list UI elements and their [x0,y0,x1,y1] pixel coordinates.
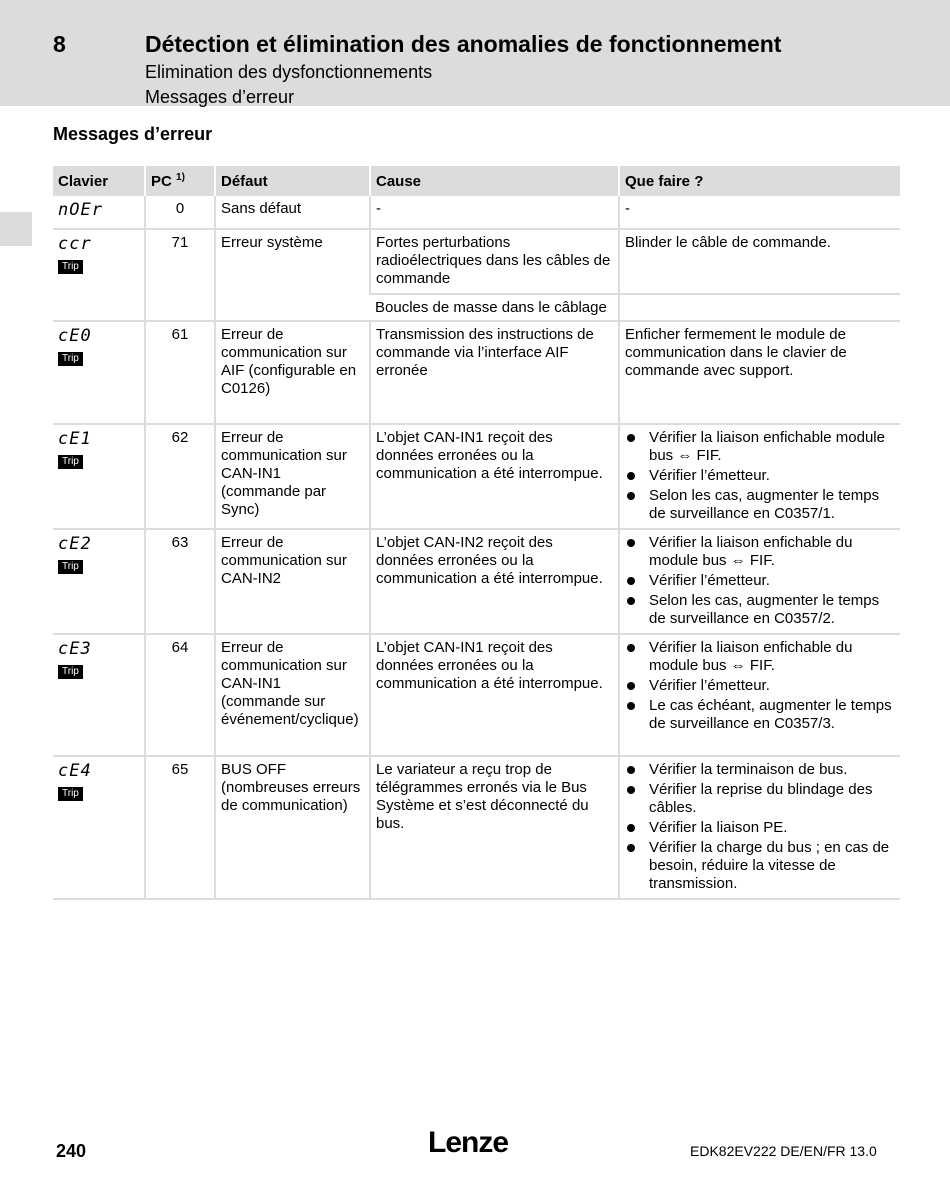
bullet-icon [627,597,635,605]
action-list [625,429,895,523]
action-text: Vérifier la liaison PE. [649,819,788,836]
list-item [625,467,895,485]
trip-badge: Trip [58,560,83,574]
bullet-icon [627,682,635,690]
action-text: Vérifier l’émetteur. [649,572,770,589]
list-item [625,819,895,837]
cause-cell: Le variateur a reçu trop de télégrammes erronés via le Bus Système et s’est déconnecté du bus. [370,756,619,899]
cause-cell: Fortes perturbations radioélectriques dans les câbles de commande [370,229,619,294]
error-messages-table [53,166,900,900]
action-text: Selon les cas, augmenter le temps de surveillance en C0357/2. [649,592,880,627]
cause-cell: L’objet CAN-IN1 reçoit des données erronées ou la communication a été interrompue. [370,634,619,756]
clavier-cell [53,756,145,899]
keypad-code: cE2 [58,534,92,554]
trip-badge: Trip [58,787,83,801]
list-item [625,697,895,733]
col-header-cause: Cause [370,166,619,196]
bullet-icon [627,434,635,442]
chapter-header [0,0,950,106]
keypad-code: cE4 [58,761,92,781]
table-row [53,196,900,229]
table-row [53,756,900,899]
action-text: Vérifier la reprise du blindage des câbles. [649,781,873,816]
action-cell-empty [619,294,900,321]
action-text: Vérifier l’émetteur. [649,467,770,484]
lenze-logo: Lenze [428,1126,509,1159]
action-text: Le cas échéant, augmenter le temps de surveillance en C0357/3. [649,697,892,732]
pc-cell: 62 [145,424,215,529]
footnote-ref: 1) [176,172,185,183]
col-header-clavier: Clavier [53,166,145,196]
bullet-icon [627,577,635,585]
action-cell [619,634,900,756]
action-text: Vérifier la terminaison de bus. [649,761,848,778]
table-row [53,229,900,294]
bullet-icon [627,492,635,500]
list-item [625,781,895,817]
bullet-icon [627,786,635,794]
defaut-cell: Erreur système [215,229,370,321]
action-text: Vérifier la liaison enfichable du module bus ⇔ FIF. [649,639,853,674]
table-header-row [53,166,900,196]
action-cell: - [619,196,900,229]
table-row [53,424,900,529]
keypad-code: cE0 [58,326,92,346]
page-number: 240 [56,1141,87,1161]
list-item [625,572,895,590]
col-header-action: Que faire ? [619,166,900,196]
list-item [625,487,895,523]
clavier-cell [53,529,145,634]
defaut-cell: BUS OFF (nombreuses erreurs de communication) [215,756,370,899]
section-title: Messages d’erreur [53,124,213,144]
pc-cell: 61 [145,321,215,424]
keypad-code: nOEr [58,200,103,220]
clavier-cell [53,424,145,529]
trip-badge: Trip [58,352,83,366]
defaut-cell: Erreur de communication sur CAN-IN1 (commande sur événement/cyclique) [215,634,370,756]
defaut-cell: Erreur de communication sur AIF (configurable en C0126) [215,321,370,424]
trip-badge: Trip [58,260,83,274]
action-cell: Enficher fermement le module de communication dans le clavier de commande avec support. [619,321,900,424]
action-text: Vérifier la liaison enfichable module bus ⇔ FIF. [649,429,885,464]
action-cell [619,756,900,899]
pc-cell: 0 [145,196,215,229]
action-list [625,639,895,733]
list-item [625,839,895,893]
pc-label: PC [151,173,172,190]
action-list [625,534,895,628]
clavier-cell [53,196,145,229]
table-row [53,321,900,424]
chapter-subsubtitle: Messages d’erreur [145,87,295,107]
pc-cell: 63 [145,529,215,634]
chapter-number: 8 [53,31,66,57]
clavier-cell [53,634,145,756]
action-text: Vérifier la charge du bus ; en cas de besoin, réduire la vitesse de transmission. [649,839,890,892]
document-reference: EDK82EV222 DE/EN/FR 13.0 [690,1143,877,1159]
bullet-icon [627,766,635,774]
action-text: Vérifier la liaison enfichable du module bus ⇔ FIF. [649,534,853,569]
col-header-pc [145,166,215,196]
table-row [53,529,900,634]
defaut-cell: Erreur de communication sur CAN-IN1 (commande par Sync) [215,424,370,529]
keypad-code: cE3 [58,639,92,659]
table-row [53,634,900,756]
action-cell: Blinder le câble de commande. [619,229,900,294]
cause-cell: Boucles de masse dans le câblage [370,294,619,321]
bullet-icon [627,844,635,852]
bullet-icon [627,539,635,547]
chapter-subtitle: Elimination des dysfonctionnements [145,62,433,82]
pc-cell: 65 [145,756,215,899]
action-cell [619,529,900,634]
clavier-cell [53,321,145,424]
cause-cell: Transmission des instructions de commande via l’interface AIF erronée [370,321,619,424]
list-item [625,761,895,779]
list-item [625,677,895,695]
keypad-code: ccr [58,234,92,254]
defaut-cell: Sans défaut [215,196,370,229]
col-header-defaut: Défaut [215,166,370,196]
keypad-code: cE1 [58,429,92,449]
pc-cell: 71 [145,229,215,321]
side-tab-marker [0,212,32,246]
clavier-cell [53,229,145,321]
trip-badge: Trip [58,665,83,679]
action-text: Vérifier l’émetteur. [649,677,770,694]
bullet-icon [627,644,635,652]
action-text: Selon les cas, augmenter le temps de surveillance en C0357/1. [649,487,880,522]
list-item [625,534,895,570]
bullet-icon [627,824,635,832]
cause-cell: - [370,196,619,229]
trip-badge: Trip [58,455,83,469]
pc-cell: 64 [145,634,215,756]
bullet-icon [627,472,635,480]
list-item [625,639,895,675]
chapter-title: Détection et élimination des anomalies de fonctionnement [145,31,782,57]
action-cell [619,424,900,529]
cause-cell: L’objet CAN-IN1 reçoit des données erronées ou la communication a été interrompue. [370,424,619,529]
cause-cell: L’objet CAN-IN2 reçoit des données erronées ou la communication a été interrompue. [370,529,619,634]
list-item [625,429,895,465]
defaut-cell: Erreur de communication sur CAN-IN2 [215,529,370,634]
bullet-icon [627,702,635,710]
list-item [625,592,895,628]
action-list [625,761,895,893]
